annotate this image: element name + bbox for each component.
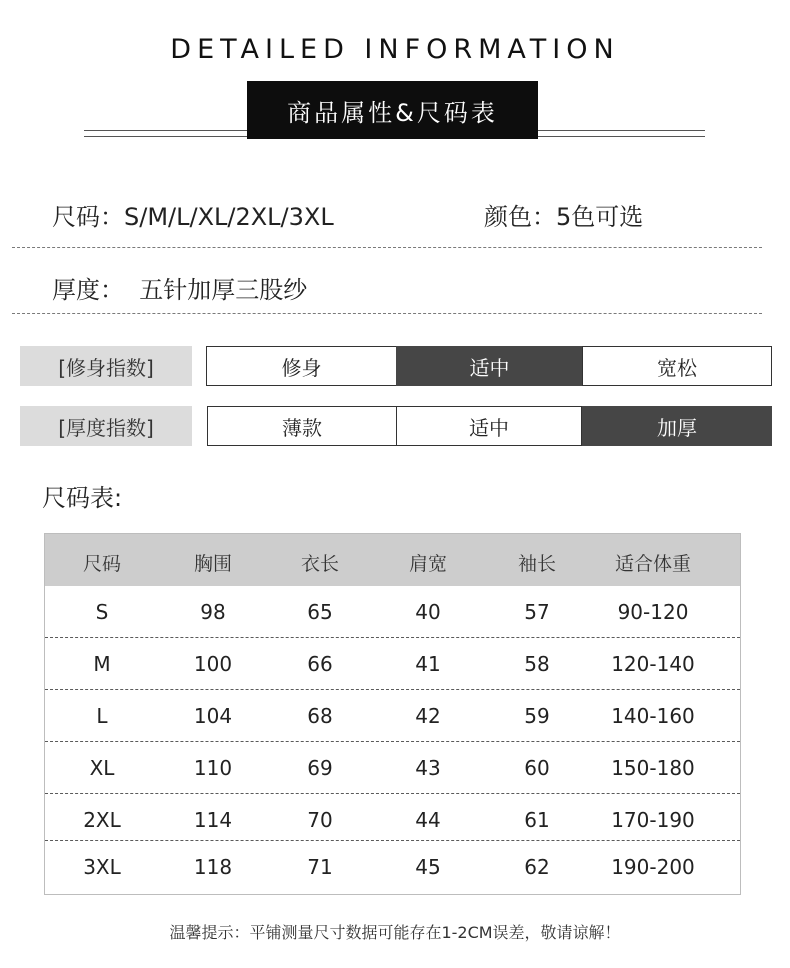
size-chart-title: 尺码表:	[42, 484, 123, 512]
cell-size: S	[95, 600, 109, 624]
cell-chest: 100	[193, 652, 233, 676]
cell-shoulder: 44	[415, 808, 441, 832]
cell-sleeve: 57	[524, 600, 550, 624]
cell-shoulder: 40	[415, 600, 441, 624]
thickness-option-thick: 加厚	[582, 406, 772, 446]
fit-option-regular: 适中	[396, 346, 583, 386]
divider	[12, 247, 762, 248]
cell-sleeve: 58	[524, 652, 550, 676]
fit-option-loose: 宽松	[582, 346, 772, 386]
header-rule-left-top	[84, 130, 248, 131]
cell-sleeve: 60	[524, 756, 550, 780]
cell-size: XL	[89, 756, 115, 780]
divider	[12, 313, 762, 314]
size-table	[44, 533, 741, 895]
cell-length: 65	[307, 600, 333, 624]
cell-sleeve: 61	[524, 808, 550, 832]
cell-size: 3XL	[83, 855, 121, 879]
table-row	[45, 794, 740, 846]
cell-length: 69	[307, 756, 333, 780]
cell-sleeve: 59	[524, 704, 550, 728]
header-rule-left-bottom	[84, 136, 248, 137]
cell-size: L	[96, 704, 108, 728]
thickness-spec: 厚度： 五针加厚三股纱	[52, 276, 308, 304]
cell-chest: 118	[193, 855, 233, 879]
header-shoulder: 肩宽	[408, 553, 448, 575]
cell-shoulder: 43	[415, 756, 441, 780]
header-title: DETAILED INFORMATION	[170, 34, 620, 65]
cell-chest: 114	[193, 808, 233, 832]
header-subtitle: 商品属性&尺码表	[247, 81, 538, 139]
fit-index-label: [修身指数]	[20, 346, 192, 386]
cell-shoulder: 45	[415, 855, 441, 879]
fit-option-slim: 修身	[206, 346, 397, 386]
table-row	[45, 638, 740, 690]
cell-length: 71	[307, 855, 333, 879]
cell-length: 66	[307, 652, 333, 676]
cell-weight: 170-190	[611, 808, 695, 832]
cell-size: M	[93, 652, 111, 676]
header-rule-right-top	[538, 130, 705, 131]
cell-chest: 110	[193, 756, 233, 780]
cell-length: 70	[307, 808, 333, 832]
cell-sleeve: 62	[524, 855, 550, 879]
size-spec: 尺码：S/M/L/XL/2XL/3XL	[52, 203, 334, 231]
cell-size: 2XL	[83, 808, 121, 832]
cell-shoulder: 42	[415, 704, 441, 728]
cell-weight: 120-140	[611, 652, 695, 676]
cell-shoulder: 41	[415, 652, 441, 676]
header-weight: 适合体重	[614, 553, 692, 575]
thickness-option-medium: 适中	[396, 406, 582, 446]
cell-chest: 104	[193, 704, 233, 728]
cell-weight: 140-160	[611, 704, 695, 728]
table-row	[45, 841, 740, 893]
thickness-option-thin: 薄款	[207, 406, 397, 446]
header-size: 尺码	[82, 553, 122, 575]
cell-length: 68	[307, 704, 333, 728]
color-spec: 颜色：5色可选	[484, 203, 644, 231]
cell-weight: 190-200	[611, 855, 695, 879]
table-row	[45, 586, 740, 638]
cell-weight: 90-120	[617, 600, 689, 624]
table-row	[45, 742, 740, 794]
table-header	[45, 534, 740, 586]
thickness-index-label: [厚度指数]	[20, 406, 192, 446]
table-row	[45, 690, 740, 742]
header-sleeve: 袖长	[517, 553, 557, 575]
header-chest: 胸围	[193, 553, 233, 575]
header-rule-right-bottom	[538, 136, 705, 137]
cell-weight: 150-180	[611, 756, 695, 780]
cell-chest: 98	[200, 600, 226, 624]
disclaimer-note: 温馨提示：平铺测量尺寸数据可能存在1-2CM误差，敬请谅解！	[169, 923, 621, 942]
header-length: 衣长	[300, 553, 340, 575]
